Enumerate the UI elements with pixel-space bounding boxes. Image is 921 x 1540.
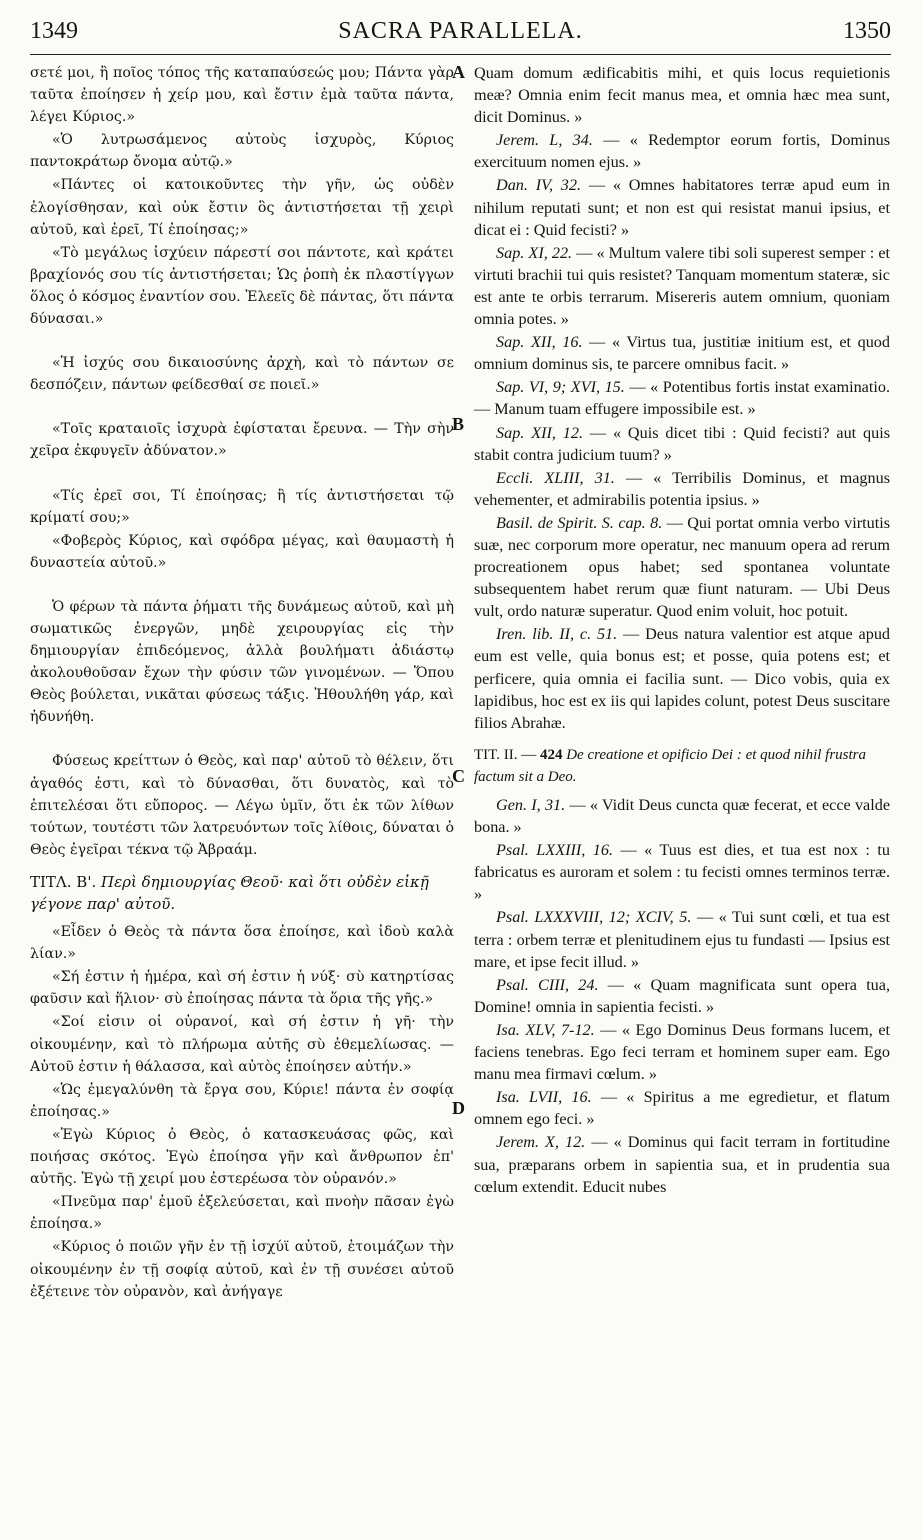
- passage-text: — « Redemptor eorum fortis, Dominus exercituum nomen ejus. »: [474, 131, 890, 172]
- citation: Psal. LXXXVIII, 12; XCIV, 5.: [496, 908, 692, 927]
- citation: Jerem. L, 34.: [496, 131, 593, 150]
- passage-text: — « Ego Dominus Deus formans lucem, et faciens tenebras. Ego feci terram et hominem super eam. Ego manu mea firmavi cœlum. »: [474, 1020, 890, 1084]
- passage-text: — « Tuus est dies, et tua est nox : tu fabricatus es auroram et solem : tu fecisti omnes terminos terræ. »: [474, 841, 890, 904]
- latin-passage: [474, 1086, 890, 1130]
- latin-passage: [474, 467, 890, 511]
- citation: Basil. de Spirit. S. cap. 8.: [496, 513, 663, 532]
- citation: Iren. lib. II, c. 51.: [496, 625, 618, 644]
- greek-passage: «Ὁ λυτρωσάμενος αὐτοὺς ἰσχυρὸς, Κύριος παντοκράτωρ ὄνομα αὐτῷ.»: [30, 132, 454, 171]
- greek-passage: «Σοί εἰσιν οἱ οὐρανοί, καὶ σή ἐστιν ἡ γῆ· τὴν οἰκουμένην, καὶ τὸ πλήρωμα αὐτῆς σὺ ἐθεμελίωσας. — Αὐτοῦ ἐστιν ἡ θάλασσα, καὶ αὐτὸς ἐποίησεν αὐτήν.»: [30, 1014, 454, 1075]
- margin-letter-b: B: [452, 414, 465, 434]
- citation: Isa. XLV, 7-12.: [496, 1020, 595, 1039]
- passage-text: — « Multum valere tibi soli superest semper : et virtuti brachii tui quis resistet? Tanquam momentum stateræ, sic est ante te orbis terrarum. Misereris autem omnium, quoniam omnia potes. »: [474, 243, 891, 329]
- passage-text: — « Tui sunt cœli, et tua est terra : orbem terræ et plenitudinem ejus tu fundasti — Ipsius est mare, et ipse fecit illud. »: [474, 908, 890, 971]
- margin-letter-d: D: [452, 1098, 465, 1118]
- passage-text: — « Vidit Deus cuncta quæ fecerat, et ecce valde bona. »: [474, 796, 890, 837]
- greek-passage: Φύσεως κρείττων ὁ Θεὸς, καὶ παρ' αὐτοῦ τὸ θέλειν, ὅτι ἀγαθός ἐστι, καὶ τὸ δύνασθαι, ὅτι δυνατὸς, καὶ τὸ ἐπιτελέσαι ὅτι εὔπορος. — Λέγω ὑμῖν, ὅτι ἐκ τῶν λίθων τούτων, τουτέστι τῶν λατρευόντων τοῖς λίθοις, δύναται ὁ Θεὸς ἐγεῖραι τέκνα τῷ Ἀβραάμ.: [30, 753, 454, 858]
- section-label: ΤΙΤΛ. Β'.: [30, 872, 97, 891]
- margin-letter-a: A: [452, 62, 465, 82]
- page-number-left: 1349: [30, 18, 78, 44]
- passage-text: — « Dominus qui facit terram in fortitudine sua, præparans orbem in sapientia sua, et in prudentia sua cœlum extendit. Educit nubes: [474, 1133, 890, 1196]
- passage-text: — « Terribilis Dominus, et magnus vehementer, et admirabilis potentia ipsius. »: [474, 468, 890, 509]
- latin-passage: [474, 331, 890, 375]
- latin-passage: [474, 376, 890, 420]
- greek-passage: «Κύριος ὁ ποιῶν γῆν ἐν τῇ ἰσχύϊ αὐτοῦ, ἑτοιμάζων τὴν οἰκουμένην ἐν τῇ σοφίᾳ αὐτοῦ, καὶ ἐν τῇ συνέσει αὐτοῦ ἐξέτεινε τὸν οὐρανὸν, καὶ ἀνήγαγε: [30, 1239, 454, 1300]
- citation: Sap. XII, 12.: [496, 423, 584, 442]
- latin-passage: [474, 794, 890, 838]
- margin-letter-c: C: [452, 766, 465, 786]
- citation: Dan. IV, 32.: [496, 176, 582, 195]
- latin-passage: [474, 512, 890, 622]
- citation: Isa. LVII, 16.: [496, 1088, 592, 1107]
- section-heading: De creatione et opificio Dei : et quod nihil frustra factum sit a Deo.: [474, 746, 867, 785]
- citation: Sap. XI, 22.: [496, 243, 573, 262]
- passage-text: — « Potentibus fortis instat examinatio. — Manum tuam effugere impossibile est. »: [474, 378, 890, 419]
- latin-column: [474, 62, 890, 1199]
- passage-text: — « Omnes habitatores terræ apud eum in nihilum reputati sunt; et non est qui resistat manui ipsius, et dicat ei : Quid fecisti? »: [474, 176, 890, 239]
- greek-passage: «Τίς ἐρεῖ σοι, Τί ἐποίησας; ἢ τίς ἀντιστήσεται τῷ κρίματί σου;»: [30, 487, 454, 526]
- section-number: 424: [539, 746, 563, 763]
- citation: Jerem. X, 12.: [496, 1133, 586, 1152]
- citation: Psal. LXXIII, 16.: [496, 841, 614, 860]
- greek-column: [30, 62, 454, 1304]
- greek-passage: «Τοῖς κραταιοῖς ἰσχυρὰ ἐφίσταται ἔρευνα. — Τὴν σὴν χεῖρα ἐκφυγεῖν ἀδύνατον.»: [30, 421, 454, 460]
- greek-passage: «Πνεῦμα παρ' ἐμοῦ ἐξελεύσεται, καὶ πνοὴν πᾶσαν ἐγὼ ἐποίησα.»: [30, 1194, 454, 1233]
- citation: Eccli. XLIII, 31.: [496, 468, 615, 487]
- greek-passage: «Ἡ ἰσχύς σου δικαιοσύνης ἀρχὴ, καὶ τὸ πάντων σε δεσπόζειν, πάντων φείδεσθαί σε ποιεῖ.»: [30, 355, 454, 394]
- passage-text: — « Quam magnificata sunt opera tua, Domine! omnia in sapientia fecisti. »: [474, 975, 891, 1016]
- latin-passage: [474, 906, 890, 972]
- running-title: SACRA PARALLELA.: [338, 18, 583, 44]
- latin-passage: [474, 1131, 890, 1197]
- greek-passage: Ὁ φέρων τὰ πάντα ῥήματι τῆς δυνάμεως αὐτοῦ, καὶ μὴ σωματικῶς ἐνεργῶν, μηδὲ χειρουργίας εἰς τὴν δημιουργίαν ἐπιδεόμενος, ἀλλὰ βουλήματι ἀδιάστῳ ἀκολουθοῦσαν ἔχων τὴν φύσιν τῶν γινομένων. — Ὅπου Θεὸς βούλεται, νικᾶται φύσεως τάξις. Ἠθουλήθη γάρ, καὶ ἠδυνήθη.: [30, 598, 454, 726]
- citation: Gen. I, 31.: [496, 796, 566, 814]
- latin-passage: [474, 242, 890, 330]
- latin-passage: [474, 62, 890, 128]
- greek-passage: «Ὡς ἐμεγαλύνθη τὰ ἔργα σου, Κύριε! πάντα ἐν σοφίᾳ ἐποίησας.»: [30, 1081, 454, 1120]
- citation: Sap. XII, 16.: [496, 333, 583, 352]
- page-header: [30, 18, 891, 55]
- greek-passage: «Φοβερὸς Κύριος, καὶ σφόδρα μέγας, καὶ θαυμαστὴ ἡ δυναστεία αὐτοῦ.»: [30, 532, 454, 571]
- citation: Sap. VI, 9; XVI, 15.: [496, 378, 625, 397]
- section-label: TIT. II.: [474, 746, 518, 763]
- greek-passage: «Πάντες οἱ κατοικοῦντες τὴν γῆν, ὡς οὐδὲν ἐλογίσθησαν, καὶ οὐκ ἔστιν ὃς ἀντιστήσεται τῇ χειρὶ αὐτοῦ, καὶ ἐρεῖ, Τί ἐποίησας;»: [30, 177, 454, 238]
- greek-passage: «Σή ἐστιν ἡ ἡμέρα, καὶ σή ἐστιν ἡ νύξ· σὺ κατηρτίσας φαῦσιν καὶ ἥλιον· σὺ ἐποίησας πάντα τὰ ὅρια τῆς γῆς.»: [30, 969, 454, 1008]
- passage-text: — « Spiritus a me egredietur, et flatum omnem ego feci. »: [474, 1088, 891, 1129]
- latin-passage: [474, 623, 890, 733]
- passage-text: — Qui portat omnia verbo virtutis suæ, nec corporum more operatur, nec manuum opera ad rerum procreationem opus habet; sed spontanea voluntate subsequentem habet rerum quæ fiunt naturam. — Ubi Deus vult, ordo naturæ superatur. Quod enim voluit, hoc potuit.: [474, 513, 890, 621]
- section-title-greek: [30, 871, 454, 915]
- latin-passage: [474, 1019, 890, 1085]
- latin-passage: [474, 174, 890, 240]
- citation: Psal. CIII, 24.: [496, 975, 599, 994]
- section-heading: Περὶ δημιουργίας Θεοῦ· καὶ ὅτι οὐδὲν εἰκῇ γέγονε παρ' αὐτοῦ.: [30, 872, 429, 913]
- passage-text: — « Quis dicet tibi : Quid fecisti? aut quis stabit contra judicium tuum? »: [474, 423, 891, 464]
- page-number-right: 1350: [843, 18, 891, 44]
- section-title-latin: TIT. II. — 424 De creatione et opificio Dei : et quod nihil frustra factum sit a Deo.: [474, 746, 867, 785]
- latin-passage: [474, 129, 890, 173]
- passage-text: — « Virtus tua, justitiæ initium est, et quod omnium dominus sis, te parcere omnibus facit. »: [474, 333, 890, 374]
- latin-passage: [474, 839, 890, 905]
- latin-passage: [474, 974, 890, 1018]
- greek-passage: σετέ μοι, ἢ ποῖος τόπος τῆς καταπαύσεώς μου; Πάντα γὰρ ταῦτα ἐποίησεν ἡ χείρ μου, καὶ ἔστιν ἐμὰ ταῦτα πάντα, λέγει Κύριος.»: [30, 65, 454, 126]
- greek-passage: «Ἐγὼ Κύριος ὁ Θεὸς, ὁ κατασκευάσας φῶς, καὶ ποιήσας σκότος. Ἐγὼ ἐποίησα γῆν καὶ ἄνθρωπον ἐπ' αὐτῆς. Ἐγὼ τῇ χειρί μου ἐστερέωσα τὸν οὐρανόν.»: [30, 1126, 454, 1188]
- latin-passage: [474, 422, 890, 466]
- passage-text: Quam domum ædificabitis mihi, et quis locus requietionis meæ? Omnia enim fecit manus mea, et omnia hæc mea sunt, dicit Dominus. »: [474, 64, 890, 127]
- greek-passage: «Εἶδεν ὁ Θεὸς τὰ πάντα ὅσα ἐποίησε, καὶ ἰδοὺ καλὰ λίαν.»: [30, 924, 454, 963]
- passage-text: — Deus natura valentior est atque apud eum est velle, quia bonus est; et posse, quia potens est; et perficere, quia omnia ei facilia sunt. — Dico vobis, quia ex lapidibus, hoc est ex iis qui lapides colunt, potest Deus suscitare filios Abrahæ.: [474, 625, 891, 732]
- greek-passage: «Τὸ μεγάλως ἰσχύειν πάρεστί σοι πάντοτε, καὶ κράτει βραχίονός σου τίς ἀντιστήσεται; Ὡς ῥοπὴ ἐκ πλαστίγγων ὅλος ὁ κόσμος ἐναντίον σου. Ἐλεεῖς δὲ πάντας, ὅτι πάντα δύνασαι.»: [30, 244, 454, 328]
